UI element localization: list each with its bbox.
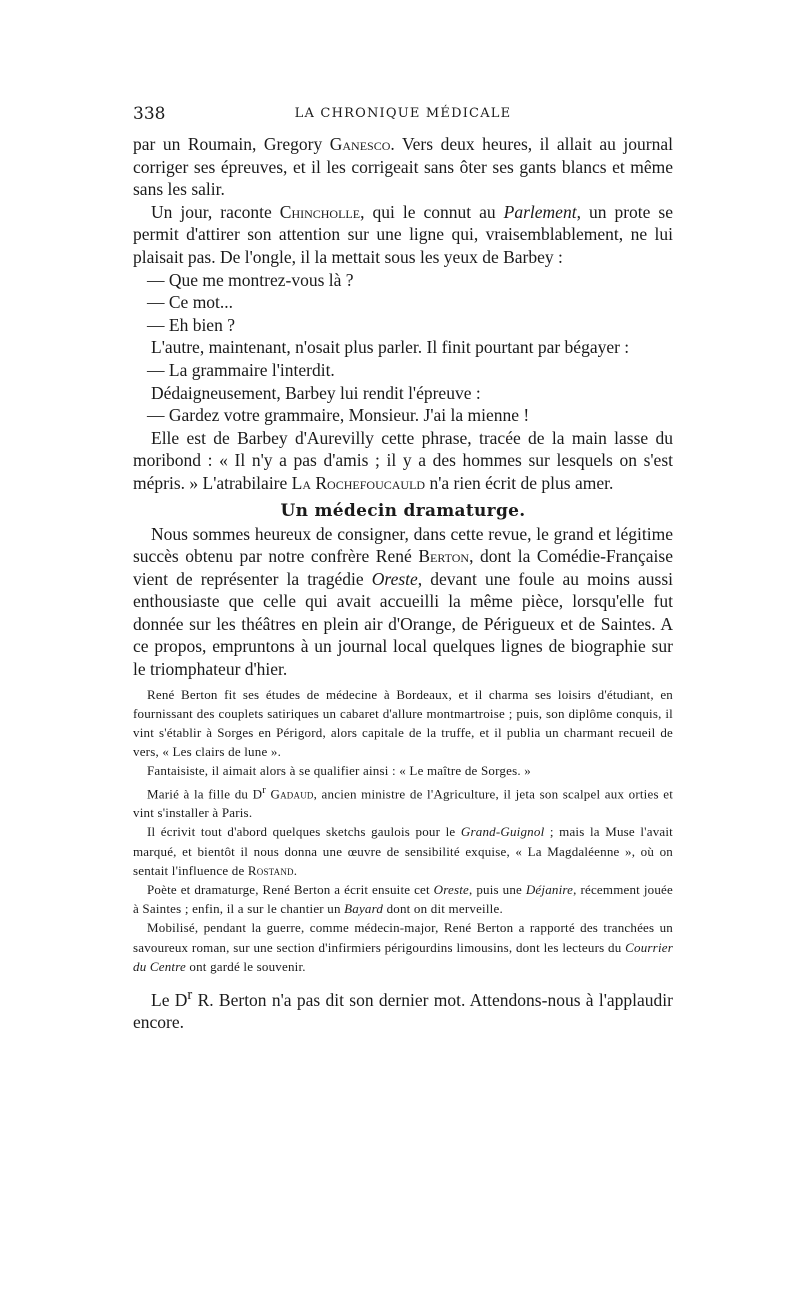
text-run: ; mais la Muse l'avait marqué, et bientôt il nous donna une œuvre de sensibilité exquise, « La Magdaléenne », où on sentait l'influence de [133, 824, 673, 878]
text-run: , récemment jouée à Saintes ; enfin, il a sur le chantier un [133, 882, 673, 917]
text-run: Nous sommes heureux de consigner, dans cette revue, le grand et légitime succès obtenu par notre confrère René [133, 523, 673, 567]
quote-paragraph [133, 918, 673, 976]
closing-paragraph [133, 984, 673, 1034]
dialog-line: — Gardez votre grammaire, Monsieur. J'ai la mienne ! [147, 405, 530, 426]
text-run: Elle est de Barbey d'Aurevilly cette phrase, tracée de la main lasse du moribond : « Il n'y a pas d'amis ; il y a des hommes sur lesquels on s'est mépris. » L'atrabilaire [133, 427, 673, 493]
person-name: Berton [418, 546, 470, 567]
quote-paragraph [133, 822, 673, 880]
quoted-biography [133, 685, 673, 976]
text-run: Il écrivit tout d'abord quelques sketchs gaulois pour le [147, 824, 461, 840]
page-header [133, 104, 673, 128]
superscript: r [187, 987, 193, 1004]
dialog-line: — Ce mot... [147, 292, 234, 313]
paragraph-begayer: L'autre, maintenant, n'osait plus parler. Il finit pourtant par bégayer : [151, 337, 630, 358]
person-name: Gadaud [270, 786, 314, 801]
text-run: Le D [151, 989, 188, 1010]
quote-paragraph: Fantaisiste, il aimait alors à se qualifier ainsi : « Le maître de Sorges. » [147, 763, 531, 779]
section-title: Un médecin dramaturge. [280, 500, 526, 521]
paragraph-chincholle [133, 201, 673, 269]
text-run: . [293, 862, 298, 878]
text-run: , un prote se permit d'attirer son attention sur une ligne qui, vraisemblablement, ne lui plaisait pas. De l'ongle, il la mettait sous les yeux de Barbey : [133, 201, 673, 267]
italic-title: Bayard [344, 901, 384, 917]
text-run: Marié à la fille du D [147, 786, 263, 801]
superscript: r [262, 783, 267, 796]
running-title: LA CHRONIQUE MÉDICALE [294, 106, 512, 121]
text-run: dont on dit merveille. [383, 901, 503, 917]
dialog-line: — Eh bien ? [147, 314, 235, 335]
italic-title: Parlement [503, 201, 577, 222]
text-run: , puis une [469, 882, 526, 898]
page-number: 338 [133, 104, 166, 124]
italic-title: Déjanire [525, 882, 574, 898]
person-name: Ganesco [329, 134, 391, 154]
italic-title: Oreste [433, 882, 470, 898]
paragraph-berton [133, 523, 673, 681]
person-name: La Rochefoucauld [291, 472, 426, 493]
italic-title: Oreste [371, 568, 418, 589]
quote-paragraph [133, 781, 673, 823]
text-run: . Vers deux heures, il allait au journal corriger ses épreuves, et il les corrigeait sans ôter ses gants blancs et même sans les salir. [133, 134, 673, 200]
italic-title: Courrier du Centre [133, 939, 673, 974]
paragraph-aurevilly [133, 427, 673, 495]
paragraph-ganesco [133, 133, 673, 201]
quote-paragraph: René Berton fit ses études de médecine à Bordeaux, et il charma ses loisirs d'étudiant, en fournissant des couplets satiriques un cabaret d'allure montmartroise ; puis, son diplôme conquis, il vint s'établir à Sorges en Périgord, alors capitale de la truffe, et il publia un charmant recueil de vers, « Les clairs de lune ». [133, 686, 673, 760]
paragraph-epreuve: Dédaigneusement, Barbey lui rendit l'épreuve : [151, 382, 481, 403]
text-run: Un jour, raconte [151, 201, 280, 222]
dialog-line: — Que me montrez-vous là ? [147, 269, 354, 290]
text-run: , dont la Comédie-Française vient de représenter la tragédie [133, 546, 673, 589]
person-name: Rostand [247, 862, 294, 878]
page-body [133, 133, 673, 1034]
italic-title: Grand-Guignol [460, 824, 545, 840]
text-run: Poète et dramaturge, René Berton a écrit ensuite cet [147, 882, 434, 898]
text-run: ont gardé le souvenir. [185, 958, 306, 974]
person-name: Chincholle [279, 201, 361, 222]
text-run: , devant une foule au moins aussi enthousiaste que celle qui avait accueilli la même pièce, lorsqu'elle fut donnée sur les théâtres en plein air d'Orange, de Périgueux et de Saintes. A ce propos, empruntons à un journal local quelques lignes de biographie sur le triomphateur d'hier. [133, 568, 673, 680]
text-run: , qui le connut au [360, 201, 504, 222]
dialog-line: — La grammaire l'interdit. [147, 359, 335, 380]
text-run: Mobilisé, pendant la guerre, comme médecin-major, René Berton a rapporté des tranchées un savoureux roman, sur une section d'infirmiers périgourdins limousins, dont les lecteurs du [133, 920, 673, 955]
text-run: par un Roumain, Gregory [133, 134, 330, 154]
text-run: n'a rien écrit de plus amer. [425, 472, 614, 493]
quote-paragraph [133, 880, 673, 918]
text-run: R. Berton n'a pas dit son dernier mot. Attendons-nous à l'applaudir encore. [133, 989, 673, 1033]
text-run: , ancien ministre de l'Agriculture, il jeta son scalpel aux orties et vint s'installer à Paris. [133, 786, 674, 821]
